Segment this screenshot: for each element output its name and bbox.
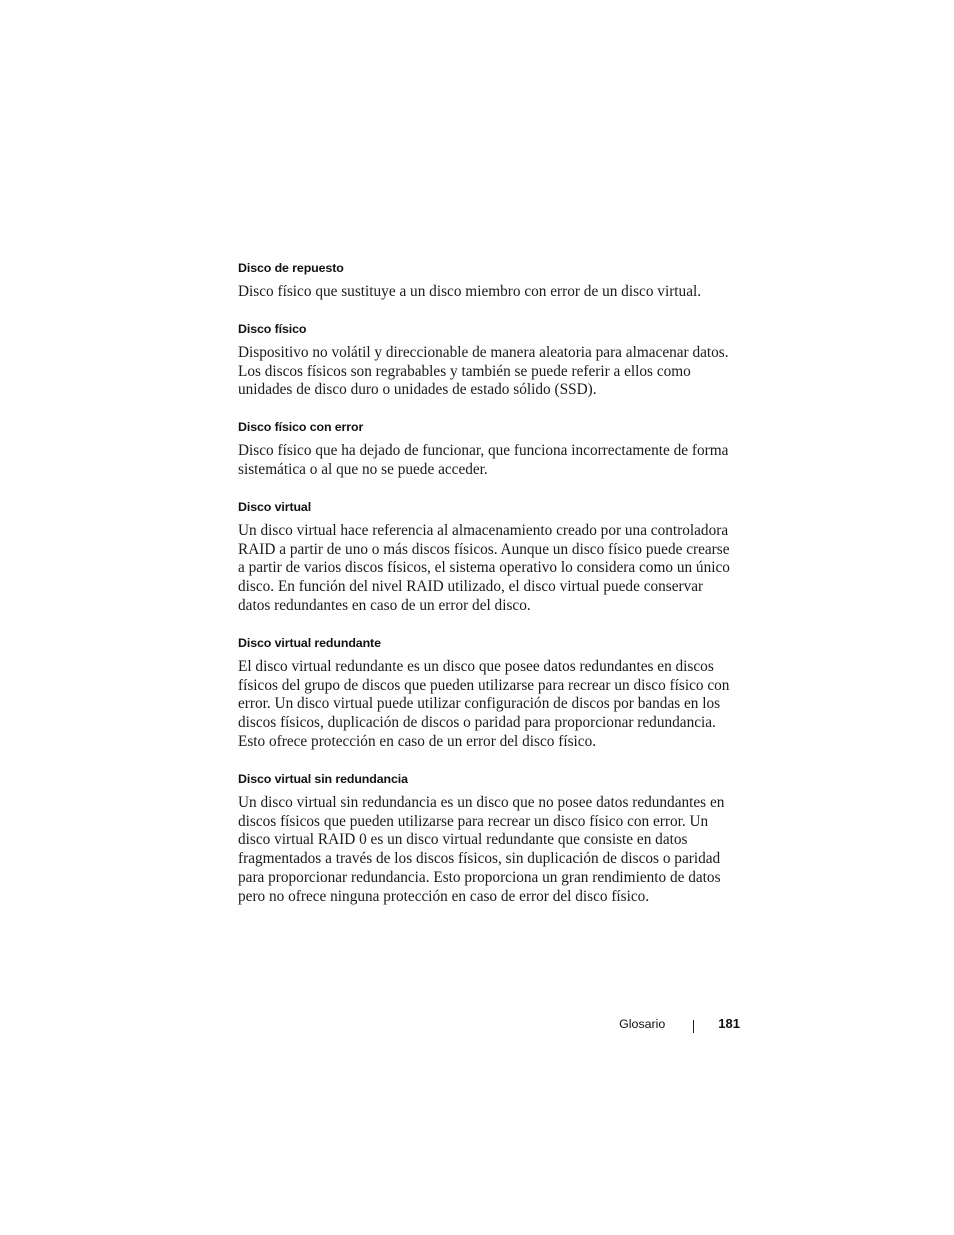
glossary-definition xyxy=(238,658,743,752)
definition-line: físicos del grupo de discos que pueden utilizarse para recrear un disco físico con xyxy=(238,676,730,694)
glossary-definition xyxy=(238,283,743,302)
footer-section-label: Glosario xyxy=(619,1017,666,1031)
definition-line: para proporcionar redundancia. Esto proporciona un gran rendimiento de datos xyxy=(238,868,721,886)
definition-line: a partir de varios discos físicos, el sistema operativo lo considera como un único xyxy=(238,559,730,577)
glossary-term: Disco físico con error xyxy=(238,420,364,435)
glossary-definition xyxy=(238,522,743,616)
glossary-entry xyxy=(238,418,743,480)
definition-line: Esto ofrece protección en caso de un error del disco físico. xyxy=(238,732,597,750)
glossary-term: Disco de repuesto xyxy=(238,261,344,275)
glossary-term: Disco virtual xyxy=(238,499,312,514)
definition-line: unidades de disco duro o unidades de estado sólido (SSD). xyxy=(238,381,597,399)
footer-separator xyxy=(693,1020,694,1033)
definition-line: Un disco virtual sin redundancia es un disco que no posee datos redundantes en xyxy=(238,793,725,811)
definition-line: Disco físico que sustituye a un disco miembro con error de un disco virtual. xyxy=(238,283,702,300)
glossary-entry xyxy=(238,770,743,907)
page-footer xyxy=(619,1014,740,1034)
definition-line: disco virtual RAID 0 es un disco virtual redundante que consiste en datos xyxy=(238,831,688,849)
definition-line: El disco virtual redundante es un disco que posee datos redundantes en discos xyxy=(238,657,714,675)
glossary-entry xyxy=(238,498,743,616)
glossary-term: Disco físico xyxy=(238,321,307,336)
definition-line: Dispositivo no volátil y direccionable de manera aleatoria para almacenar datos. xyxy=(238,343,729,361)
glossary-term: Disco virtual redundante xyxy=(238,635,381,650)
definition-line: error. Un disco virtual puede utilizar configuración de discos por bandas en los xyxy=(238,695,721,713)
glossary-entry xyxy=(238,320,743,400)
glossary-entry xyxy=(238,259,743,302)
definition-line: pero no ofrece ninguna protección en caso de error del disco físico. xyxy=(238,887,650,905)
definition-line: Los discos físicos son regrabables y también se puede referir a ellos como xyxy=(238,362,691,380)
definition-line: discos físicos que pueden utilizarse para recrear un disco físico con error. Un xyxy=(238,812,709,830)
definition-line: discos físicos, duplicación de discos o paridad para proporcionar redundancia. xyxy=(238,714,716,732)
definition-line: Disco físico que ha dejado de funcionar, que funciona incorrectamente de forma xyxy=(238,442,729,460)
glossary-definition xyxy=(238,344,743,400)
definition-line: RAID a partir de uno o más discos físicos. Aunque un disco físico puede crearse xyxy=(238,540,730,558)
glossary-definition xyxy=(238,442,743,480)
glossary-term: Disco virtual sin redundancia xyxy=(238,771,408,786)
glossary-content xyxy=(238,259,743,907)
definition-line: Un disco virtual hace referencia al almacenamiento creado por una controladora xyxy=(238,521,729,539)
glossary-definition xyxy=(238,794,743,907)
glossary-entry xyxy=(238,634,743,752)
page-number: 181 xyxy=(718,1016,740,1031)
definition-line: disco. En función del nivel RAID utilizado, el disco virtual puede conservar xyxy=(238,578,704,596)
definition-line: datos redundantes en caso de un error del disco. xyxy=(238,596,531,614)
definition-line: fragmentados a través de los discos físicos, sin duplicación de discos o paridad xyxy=(238,850,721,868)
definition-line: sistemática o al que no se puede acceder. xyxy=(238,460,488,478)
